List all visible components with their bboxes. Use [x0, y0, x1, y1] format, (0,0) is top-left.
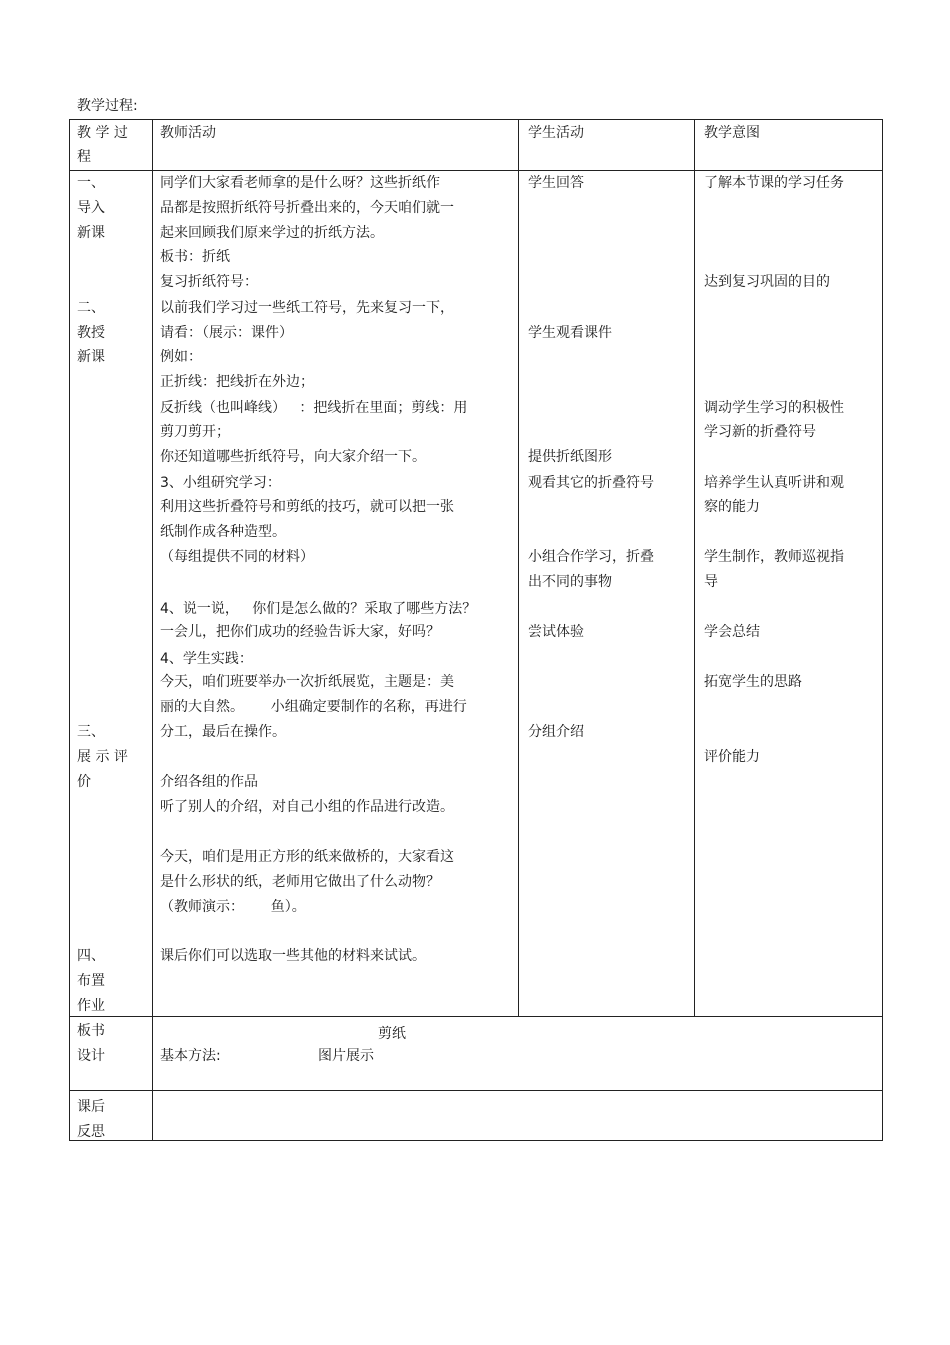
intent-line: 学会总结 — [704, 624, 760, 640]
teacher-line: 反折线（也叫峰线） ：把线折在里面；剪线：用 — [160, 400, 468, 416]
student-line: 分组介绍 — [528, 724, 584, 740]
board-method-value: 图片展示 — [318, 1048, 374, 1064]
teacher-line: 分工，最后在操作。 — [160, 724, 286, 740]
teacher-line: 复习折纸符号： — [160, 274, 258, 290]
stage-1-line2: 导入 — [77, 200, 105, 216]
student-line: 小组合作学习，折叠 — [528, 549, 654, 565]
stage-1-line3: 新课 — [77, 225, 105, 241]
stage-3-number: 三、 — [77, 724, 105, 740]
board-method-label: 基本方法: — [160, 1048, 221, 1064]
table-column-divider-3 — [694, 119, 695, 1017]
student-line: 学生观看课件 — [528, 325, 612, 341]
stage-3-line3: 价 — [77, 774, 91, 790]
header-teaching-intent: 教学意图 — [704, 125, 760, 141]
teacher-line: 听了别人的介绍，对自己小组的作品进行改造。 — [160, 799, 454, 815]
student-line: 提供折纸图形 — [528, 449, 612, 465]
teacher-line: 丽的大自然。 小组确定要制作的名称，再进行 — [160, 699, 467, 715]
intent-line: 察的能力 — [704, 499, 760, 515]
header-teacher-activity: 教师活动 — [160, 125, 216, 141]
header-stage-line1: 教 学 过 — [77, 125, 128, 141]
intent-line: 评价能力 — [704, 749, 760, 765]
teacher-line: 起来回顾我们原来学过的折纸方法。 — [160, 225, 384, 241]
teacher-line: 3、小组研究学习： — [160, 475, 281, 491]
intent-line: 拓宽学生的思路 — [704, 674, 802, 690]
intent-line: 导 — [704, 574, 718, 590]
intent-line: 培养学生认真听讲和观 — [704, 475, 844, 491]
teacher-line: 介绍各组的作品 — [160, 774, 258, 790]
stage-1-number: 一、 — [77, 175, 105, 191]
stage-2-line2: 教授 — [77, 325, 105, 341]
board-label-line2: 设计 — [77, 1048, 105, 1064]
header-student-activity: 学生活动 — [528, 125, 584, 141]
stage-4-number: 四、 — [77, 948, 105, 964]
student-line: 尝试体验 — [528, 624, 584, 640]
intent-line: 学习新的折叠符号 — [704, 424, 816, 440]
teacher-line: 是什么形状的纸，老师用它做出了什么动物？ — [160, 874, 440, 890]
teacher-line: 正折线：把线折在外边； — [160, 374, 314, 390]
teacher-line: 今天，咱们班要举办一次折纸展览，主题是：美 — [160, 674, 454, 690]
header-stage-line2: 程 — [77, 149, 91, 165]
table-divider-header — [69, 170, 883, 171]
teacher-line: 品都是按照折纸符号折叠出来的，今天咱们就一 — [160, 200, 454, 216]
section-heading: 教学过程: — [77, 98, 138, 114]
teacher-line: 4、说一说， 你们是怎么做的？采取了哪些方法？ — [160, 601, 477, 617]
teacher-line: 请看：（展示：课件） — [160, 325, 293, 341]
student-line: 学生回答 — [528, 175, 584, 191]
teacher-line: （每组提供不同的材料） — [160, 549, 314, 565]
stage-2-number: 二、 — [77, 300, 105, 316]
teacher-line: 4、学生实践： — [160, 651, 253, 667]
reflection-label-line1: 课后 — [77, 1099, 105, 1115]
teacher-line: 课后你们可以选取一些其他的材料来试试。 — [160, 948, 426, 964]
teacher-line: 利用这些折叠符号和剪纸的技巧，就可以把一张 — [160, 499, 454, 515]
stage-2-line3: 新课 — [77, 349, 105, 365]
stage-4-line3: 作业 — [77, 998, 105, 1014]
teacher-line: 你还知道哪些折纸符号，向大家介绍一下。 — [160, 449, 426, 465]
stage-3-line2: 展 示 评 — [77, 749, 128, 765]
intent-line: 了解本节课的学习任务 — [704, 175, 844, 191]
teacher-line: 一会儿，把你们成功的经验告诉大家，好吗？ — [160, 624, 440, 640]
teacher-line: （教师演示： 鱼）。 — [160, 899, 306, 915]
table-border-bottom — [69, 1140, 883, 1141]
table-column-divider-1 — [152, 119, 153, 1141]
intent-line: 达到复习巩固的目的 — [704, 274, 830, 290]
teacher-line: 今天，咱们是用正方形的纸来做桥的，大家看这 — [160, 849, 454, 865]
intent-line: 调动学生学习的积极性 — [704, 400, 844, 416]
table-column-divider-2 — [518, 119, 519, 1017]
teacher-line: 板书：折纸 — [160, 249, 230, 265]
board-label-line1: 板书 — [77, 1023, 105, 1039]
teacher-line: 纸制作成各种造型。 — [160, 524, 286, 540]
teacher-line: 例如： — [160, 349, 202, 365]
table-border-right — [882, 119, 883, 1141]
reflection-content[interactable] — [153, 1091, 882, 1140]
teacher-line: 同学们大家看老师拿的是什么呀？这些折纸作 — [160, 175, 440, 191]
table-border-top — [69, 119, 883, 120]
table-divider-main — [69, 1016, 883, 1017]
board-title: 剪纸 — [378, 1026, 406, 1042]
teacher-line: 剪刀剪开； — [160, 424, 230, 440]
teacher-line: 以前我们学习过一些纸工符号，先来复习一下， — [160, 300, 454, 316]
table-border-left — [69, 119, 70, 1141]
student-line: 观看其它的折叠符号 — [528, 475, 654, 491]
stage-4-line2: 布置 — [77, 973, 105, 989]
intent-line: 学生制作，教师巡视指 — [704, 549, 844, 565]
student-line: 出不同的事物 — [528, 574, 612, 590]
reflection-label-line2: 反思 — [77, 1124, 105, 1140]
